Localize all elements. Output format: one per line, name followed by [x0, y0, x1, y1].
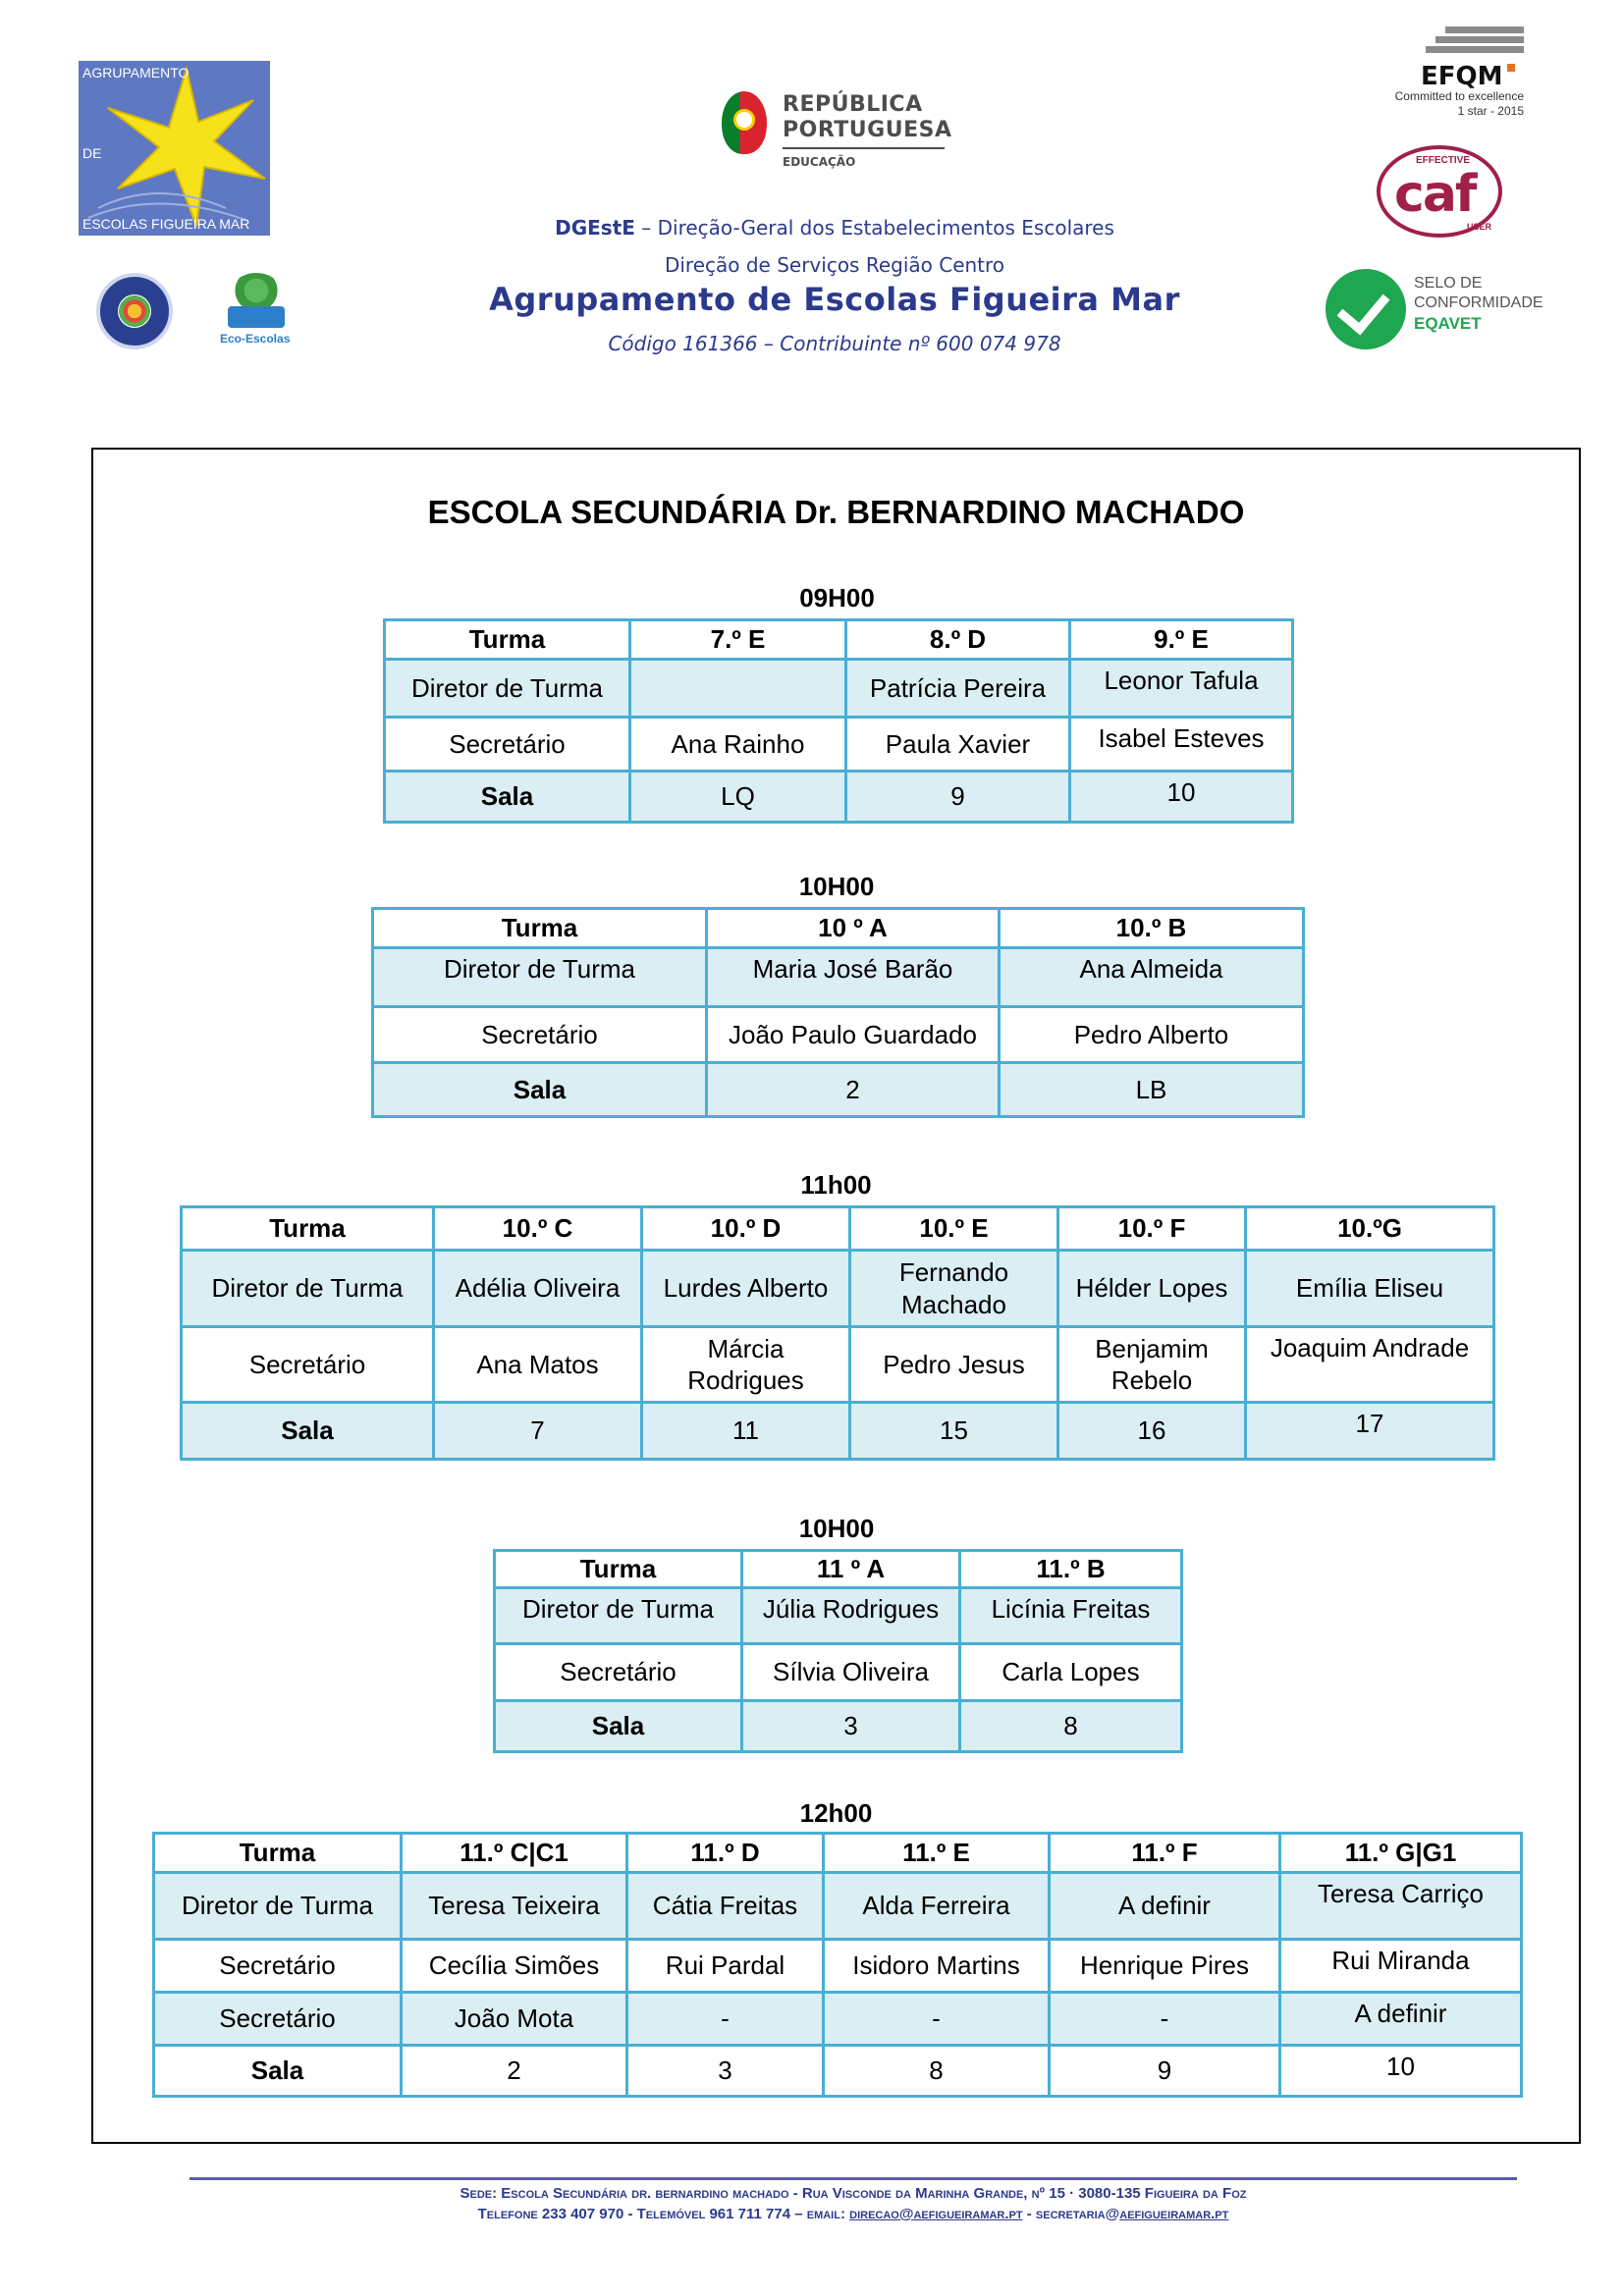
eqavet-logo — [1326, 265, 1561, 353]
table-row-turma — [182, 1207, 1494, 1251]
table-cell: Carla Lopes — [960, 1644, 1182, 1701]
agrupamento-name: Agrupamento de Escolas Figueira Mar — [489, 281, 1180, 318]
schedule-table-0900 — [383, 618, 1294, 824]
table-cell: Benjamim Rebelo — [1058, 1327, 1246, 1403]
table-row-secretario — [385, 718, 1293, 772]
book-icon — [228, 306, 285, 328]
table-row-sala — [373, 1063, 1304, 1117]
portugal-emblem-icon — [722, 91, 767, 154]
agr-logo-line3: ESCOLAS FIGUEIRA MAR — [82, 216, 250, 232]
schedule-table-1100 — [180, 1205, 1495, 1461]
section-time: 10H00 — [798, 872, 875, 901]
table-cell: Sala — [495, 1701, 742, 1752]
table-cell: Henrique Pires — [1050, 1940, 1280, 1993]
table-cell: Isabel Esteves — [1070, 718, 1293, 772]
eqavet-line1: SELO DE — [1414, 275, 1483, 292]
table-cell: Ana Rainho — [630, 718, 846, 772]
table-cell: Turma — [182, 1207, 434, 1251]
table-cell: Pedro Jesus — [850, 1327, 1058, 1403]
table-cell: Márcia Rodrigues — [642, 1327, 850, 1403]
school-title: ESCOLA SECUNDÁRIA Dr. BERNARDINO MACHADO — [427, 494, 1245, 530]
eqavet-line3: EQAVET — [1414, 314, 1482, 333]
table-cell: Cecília Simões — [402, 1940, 627, 1993]
table-cell: 3 — [742, 1701, 960, 1752]
republica-line1: REPÚBLICA — [783, 92, 923, 117]
table-cell: 2 — [402, 2046, 627, 2097]
caf-logo — [1377, 145, 1504, 240]
footer-address: Sede: Escola Secundária dr. bernardino machado - Rua Visconde da Marinha Grande, nº 15 · 3080-135 Figueira da Foz — [460, 2185, 1247, 2202]
footer-contacts — [189, 2206, 1517, 2222]
agr-logo-line1: AGRUPAMENTO — [82, 65, 189, 80]
efqm-slogan: Committed to excellence — [1394, 89, 1524, 103]
table-cell: 10.º B — [1000, 909, 1304, 948]
table-cell: Diretor de Turma — [495, 1588, 742, 1644]
table-cell: 9 — [846, 772, 1070, 823]
table-cell — [630, 660, 846, 718]
table-cell: 10.º E — [850, 1207, 1058, 1251]
table-row-sala — [182, 1403, 1494, 1460]
table-cell: Paula Xavier — [846, 718, 1070, 772]
email-direcao-link[interactable]: direcao@aefigueiramar.pt — [849, 2206, 1023, 2222]
table-cell: 16 — [1058, 1403, 1246, 1460]
table-cell: Diretor de Turma — [154, 1873, 402, 1940]
eqavet-line2: CONFORMIDADE — [1414, 294, 1543, 311]
table-cell: 10.º F — [1058, 1207, 1246, 1251]
table-row-turma — [385, 620, 1293, 660]
table-row-sala — [385, 772, 1293, 823]
table-row-turma — [495, 1551, 1182, 1588]
table-cell: Secretário — [373, 1007, 707, 1063]
table-row-turma — [154, 1834, 1522, 1873]
section-time: 10H00 — [798, 1514, 875, 1543]
agr-logo-line2: DE — [82, 145, 102, 161]
table-cell: 3 — [627, 2046, 824, 2097]
table-cell: Diretor de Turma — [373, 948, 707, 1007]
table-row-diretor — [373, 948, 1304, 1007]
table-row-diretor — [182, 1251, 1494, 1327]
table-row-sala — [495, 1701, 1182, 1752]
selo-protetor-icon — [96, 273, 173, 349]
table-cell: LQ — [630, 772, 846, 823]
table-cell: 11.º C|C1 — [402, 1834, 627, 1873]
table-cell: 15 — [850, 1403, 1058, 1460]
table-row-secretario — [495, 1644, 1182, 1701]
table-cell: Cátia Freitas — [627, 1873, 824, 1940]
table-row-secretario — [373, 1007, 1304, 1063]
table-cell: João Paulo Guardado — [707, 1007, 1000, 1063]
section-time: 09H00 — [799, 583, 875, 613]
table-cell: 2 — [707, 1063, 1000, 1117]
table-cell: - — [824, 1993, 1050, 2046]
section-time: 12h00 — [799, 1798, 873, 1828]
table-row-turma — [373, 909, 1304, 948]
schedule-table-1200 — [152, 1832, 1523, 2098]
table-cell: Júlia Rodrigues — [742, 1588, 960, 1644]
table-cell: Teresa Carriço — [1280, 1873, 1522, 1940]
table-row-sala — [154, 2046, 1522, 2097]
table-cell: Ana Almeida — [1000, 948, 1304, 1007]
table-cell: 9 — [1050, 2046, 1280, 2097]
table-cell: Secretário — [385, 718, 630, 772]
table-cell: 7.º E — [630, 620, 846, 660]
table-cell: Adélia Oliveira — [434, 1251, 642, 1327]
table-cell: Sala — [385, 772, 630, 823]
starfish-icon — [79, 61, 270, 236]
table-cell: Hélder Lopes — [1058, 1251, 1246, 1327]
footer-secretaria: - secretaria@ — [1022, 2206, 1120, 2222]
table-cell: 8 — [960, 1701, 1182, 1752]
table-cell: 11 — [642, 1403, 850, 1460]
table-cell: Maria José Barão — [707, 948, 1000, 1007]
table-cell: Turma — [385, 620, 630, 660]
table-cell: Secretário — [154, 1940, 402, 1993]
table-cell: Secretário — [154, 1993, 402, 2046]
footer-phones: Telefone 233 407 970 - Telemóvel 961 711 774 – email: — [477, 2206, 850, 2222]
table-cell: Sílvia Oliveira — [742, 1644, 960, 1701]
table-cell: Sala — [373, 1063, 707, 1117]
table-cell: Diretor de Turma — [182, 1251, 434, 1327]
table-cell: Leonor Tafula — [1070, 660, 1293, 718]
eco-escolas-label: Eco-Escolas — [220, 332, 291, 346]
table-cell: Secretário — [495, 1644, 742, 1701]
table-cell: Lurdes Alberto — [642, 1251, 850, 1327]
efqm-brand: EFQM — [1421, 62, 1503, 91]
caf-word: caf — [1394, 165, 1476, 224]
table-cell: Pedro Alberto — [1000, 1007, 1304, 1063]
table-cell: Diretor de Turma — [385, 660, 630, 718]
table-cell: 10.º C — [434, 1207, 642, 1251]
table-cell: Patrícia Pereira — [846, 660, 1070, 718]
table-cell: 11.º B — [960, 1551, 1182, 1588]
table-cell: Turma — [154, 1834, 402, 1873]
efqm-star: 1 star - 2015 — [1457, 104, 1524, 118]
table-cell: Licínia Freitas — [960, 1588, 1182, 1644]
table-cell: Rui Pardal — [627, 1940, 824, 1993]
table-cell: 11.º E — [824, 1834, 1050, 1873]
table-cell: 8 — [824, 2046, 1050, 2097]
footer-divider — [189, 2177, 1517, 2180]
agrupamento-logo — [79, 61, 270, 236]
republica-portuguesa-logo — [722, 88, 967, 177]
table-cell: A definir — [1050, 1873, 1280, 1940]
table-cell: - — [1050, 1993, 1280, 2046]
table-cell: 10 — [1280, 2046, 1522, 2097]
table-cell: Joaquim Andrade — [1246, 1327, 1494, 1403]
dgeste-line — [442, 216, 1227, 240]
dgeste-abbr: DGEstE — [555, 216, 635, 240]
table-cell: 8.º D — [846, 620, 1070, 660]
table-row-diretor — [495, 1588, 1182, 1644]
table-cell: Fernando Machado — [850, 1251, 1058, 1327]
table-cell: Turma — [495, 1551, 742, 1588]
eco-escolas-logo — [218, 273, 297, 351]
table-cell: Alda Ferreira — [824, 1873, 1050, 1940]
table-cell: 11.º F — [1050, 1834, 1280, 1873]
table-cell: 11 º A — [742, 1551, 960, 1588]
republica-line3: EDUCAÇÃO — [783, 155, 856, 169]
table-row-diretor — [154, 1873, 1522, 1940]
table-row-secretario-2 — [154, 1993, 1522, 2046]
table-cell: LB — [1000, 1063, 1304, 1117]
caf-effective: EFFECTIVE — [1416, 155, 1471, 166]
table-cell: Teresa Teixeira — [402, 1873, 627, 1940]
dgeste-name: – Direção-Geral dos Estabelecimentos Escolares — [634, 216, 1114, 240]
table-cell: 10.ºG — [1246, 1207, 1494, 1251]
direcao-servicos: Direção de Serviços Região Centro — [664, 253, 1005, 277]
table-cell: 11.º G|G1 — [1280, 1834, 1522, 1873]
table-cell: 17 — [1246, 1403, 1494, 1460]
efqm-logo — [1360, 25, 1532, 123]
table-cell: 10 — [1070, 772, 1293, 823]
tree-icon — [232, 273, 281, 308]
table-cell: Ana Matos — [434, 1327, 642, 1403]
table-cell: João Mota — [402, 1993, 627, 2046]
table-row-diretor — [385, 660, 1293, 718]
table-row-secretario — [182, 1327, 1494, 1403]
republica-divider — [783, 147, 945, 149]
schedule-table-1000-b — [493, 1549, 1183, 1753]
table-cell: 10 º A — [707, 909, 1000, 948]
codigo-contribuinte: Código 161366 – Contribuinte nº 600 074 978 — [608, 332, 1061, 355]
table-cell: Rui Miranda — [1280, 1940, 1522, 1993]
table-cell: A definir — [1280, 1993, 1522, 2046]
caf-user: USER — [1467, 222, 1492, 232]
schedule-table-1000-a — [371, 907, 1305, 1118]
table-cell: Turma — [373, 909, 707, 948]
table-cell: 9.º E — [1070, 620, 1293, 660]
table-cell: - — [627, 1993, 824, 2046]
table-cell: Sala — [154, 2046, 402, 2097]
table-cell: 11.º D — [627, 1834, 824, 1873]
table-cell: 7 — [434, 1403, 642, 1460]
checkmark-icon — [1326, 269, 1406, 349]
republica-line2: PORTUGUESA — [783, 118, 952, 142]
table-cell: Sala — [182, 1403, 434, 1460]
email-secretaria-link[interactable]: aefigueiramar.pt — [1119, 2206, 1229, 2222]
table-cell: Secretário — [182, 1327, 434, 1403]
table-cell: 10.º D — [642, 1207, 850, 1251]
table-cell: Isidoro Martins — [824, 1940, 1050, 1993]
table-cell: Emília Eliseu — [1246, 1251, 1494, 1327]
table-row-secretario — [154, 1940, 1522, 1993]
section-time: 11h00 — [800, 1170, 872, 1200]
